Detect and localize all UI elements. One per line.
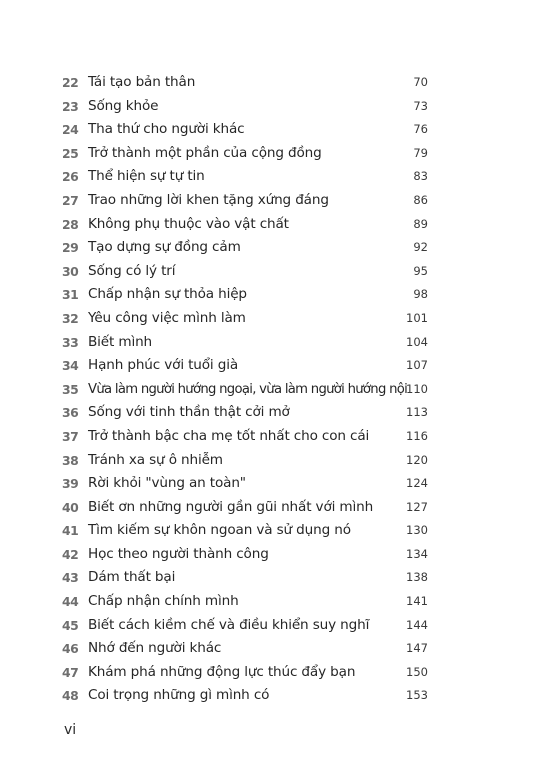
chapter-page: 95 — [413, 263, 428, 278]
chapter-title: Biết mình — [88, 333, 153, 350]
chapter-title: Trở thành một phần của cộng đồng — [88, 144, 322, 161]
chapter-page: 141 — [406, 594, 428, 609]
chapter-number: 42 — [62, 546, 79, 562]
toc-entry[interactable] — [62, 378, 428, 402]
chapter-page: 110 — [406, 381, 428, 396]
chapter-page: 116 — [406, 428, 428, 443]
chapter-page: 83 — [413, 169, 428, 184]
chapter-title: Coi trọng những gì mình có — [88, 687, 270, 704]
chapter-number: 34 — [62, 358, 79, 374]
toc-entry[interactable] — [62, 331, 428, 355]
chapter-number: 31 — [62, 287, 79, 303]
chapter-page: 92 — [413, 240, 428, 255]
toc-entry[interactable] — [62, 472, 428, 496]
chapter-page: 73 — [413, 98, 428, 113]
chapter-page: 79 — [413, 145, 428, 160]
toc-entry[interactable] — [62, 425, 428, 449]
chapter-title: Biết cách kiềm chế và điều khiển suy nghĩ — [88, 616, 370, 633]
chapter-title: Học theo người thành công — [88, 545, 269, 562]
chapter-page: 104 — [406, 334, 428, 349]
chapter-title: Sống khỏe — [88, 97, 159, 114]
toc-entry[interactable] — [62, 260, 428, 284]
chapter-number: 44 — [62, 594, 79, 610]
toc-entry[interactable] — [62, 684, 428, 708]
chapter-number: 35 — [62, 381, 79, 397]
chapter-number: 27 — [62, 192, 79, 208]
toc-entry[interactable] — [62, 236, 428, 260]
toc-entry[interactable] — [62, 118, 428, 142]
chapter-title: Sống có lý trí — [88, 262, 176, 279]
chapter-page: 153 — [406, 688, 428, 703]
page-number: vi — [64, 722, 77, 738]
chapter-title: Dám thất bại — [88, 569, 176, 586]
toc-entry[interactable] — [62, 189, 428, 213]
chapter-number: 41 — [62, 523, 79, 539]
chapter-number: 36 — [62, 405, 79, 421]
chapter-title: Rời khỏi "vùng an toàn" — [88, 475, 246, 492]
toc-entry[interactable] — [62, 566, 428, 590]
chapter-page: 89 — [413, 216, 428, 231]
chapter-page: 150 — [406, 664, 428, 679]
toc-entry[interactable] — [62, 543, 428, 567]
chapter-title: Hạnh phúc với tuổi già — [88, 357, 239, 374]
toc-entry[interactable] — [62, 614, 428, 638]
chapter-title: Trở thành bậc cha mẹ tốt nhất cho con cái — [88, 427, 370, 444]
chapter-title: Vừa làm người hướng ngoại, vừa làm người hướng nội — [88, 381, 408, 397]
chapter-number: 26 — [62, 169, 79, 185]
toc-entry[interactable] — [62, 307, 428, 331]
chapter-number: 30 — [62, 263, 79, 279]
chapter-page: 124 — [406, 476, 428, 491]
chapter-number: 39 — [62, 476, 79, 492]
toc-entry[interactable] — [62, 354, 428, 378]
chapter-page: 70 — [413, 75, 428, 89]
chapter-page: 134 — [406, 546, 428, 561]
chapter-page: 138 — [406, 570, 428, 585]
chapter-title: Tha thứ cho người khác — [88, 121, 245, 138]
chapter-page: 147 — [406, 641, 428, 656]
toc-entry[interactable] — [62, 401, 428, 425]
chapter-title: Chấp nhận sự thỏa hiệp — [88, 286, 247, 303]
toc-entry[interactable] — [62, 449, 428, 473]
chapter-number: 47 — [62, 664, 79, 680]
chapter-page: 98 — [413, 287, 428, 302]
chapter-number: 37 — [62, 428, 79, 444]
chapter-title: Trao những lời khen tặng xứng đáng — [88, 191, 329, 208]
toc-entry[interactable] — [62, 71, 428, 95]
chapter-number: 45 — [62, 617, 79, 633]
toc-entry[interactable] — [62, 165, 428, 189]
chapter-number: 23 — [62, 98, 79, 114]
chapter-number: 24 — [62, 122, 79, 138]
chapter-number: 25 — [62, 145, 79, 161]
chapter-title: Yêu công việc mình làm — [88, 309, 246, 326]
chapter-title: Chấp nhận chính mình — [88, 593, 239, 610]
chapter-page: 107 — [406, 358, 428, 373]
chapter-number: 46 — [62, 641, 79, 657]
chapter-number: 32 — [62, 310, 79, 326]
chapter-title: Biết ơn những người gần gũi nhất với mình — [88, 498, 374, 515]
chapter-page: 113 — [406, 405, 428, 420]
toc-entry[interactable] — [62, 213, 428, 237]
table-of-contents — [62, 71, 428, 708]
chapter-number: 40 — [62, 499, 79, 515]
chapter-number: 33 — [62, 334, 79, 350]
chapter-title: Nhớ đến người khác — [88, 640, 222, 657]
chapter-page: 120 — [406, 452, 428, 467]
chapter-number: 43 — [62, 570, 79, 586]
chapter-number: 38 — [62, 452, 79, 468]
chapter-number: 28 — [62, 216, 79, 232]
chapter-title: Không phụ thuộc vào vật chất — [88, 215, 289, 232]
toc-entry[interactable] — [62, 590, 428, 614]
chapter-number: 48 — [62, 688, 79, 704]
chapter-page: 130 — [406, 523, 428, 538]
chapter-title: Tạo dựng sự đồng cảm — [88, 239, 241, 256]
chapter-title: Thể hiện sự tự tin — [88, 168, 205, 185]
toc-entry[interactable] — [62, 496, 428, 520]
toc-entry[interactable] — [62, 519, 428, 543]
chapter-number: 29 — [62, 240, 79, 256]
chapter-page: 76 — [413, 122, 428, 137]
chapter-page: 101 — [406, 310, 428, 325]
chapter-number: 22 — [62, 75, 79, 90]
toc-entry[interactable] — [62, 661, 428, 685]
chapter-page: 127 — [406, 499, 428, 514]
chapter-title: Khám phá những động lực thúc đẩy bạn — [88, 663, 356, 680]
chapter-page: 144 — [406, 617, 428, 632]
toc-entry[interactable] — [62, 283, 428, 307]
chapter-title: Tái tạo bản thân — [88, 74, 196, 90]
chapter-title: Tránh xa sự ô nhiễm — [88, 451, 223, 468]
chapter-title: Tìm kiếm sự khôn ngoan và sử dụng nó — [88, 522, 351, 539]
toc-entry[interactable] — [62, 95, 428, 119]
chapter-page: 86 — [413, 192, 428, 207]
toc-entry[interactable] — [62, 637, 428, 661]
chapter-title: Sống với tinh thần thật cởi mở — [88, 404, 290, 421]
toc-entry[interactable] — [62, 142, 428, 166]
